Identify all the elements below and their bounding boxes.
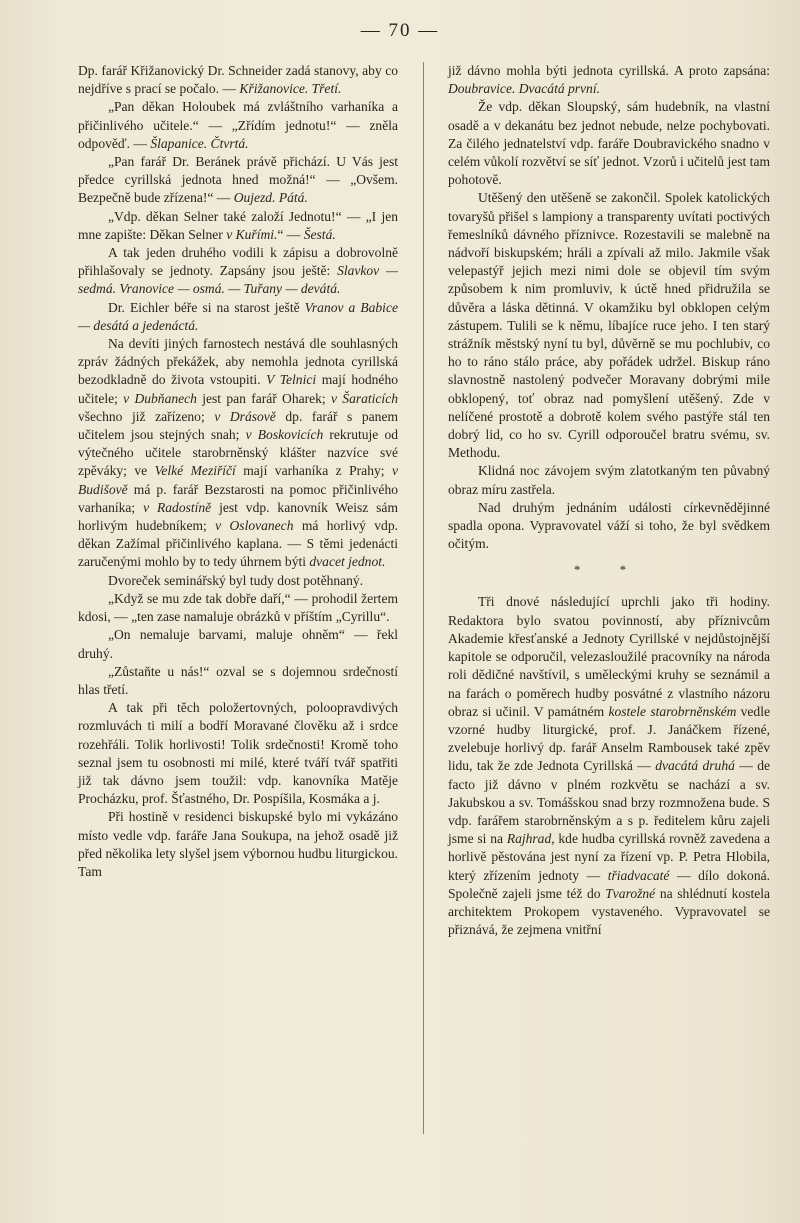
italic-text: V Telnici xyxy=(266,372,317,388)
text-run: má horlivý vdp. děkan Zažímal přičinlivého kaplana. — S těmi jedenácti zaručenými mohlo by to tedy úhrnem býti xyxy=(78,518,398,570)
text-run: “ — xyxy=(277,226,304,242)
italic-text: v Budišově xyxy=(78,463,398,497)
italic-text: Doubravice. Dvacátá první. xyxy=(448,81,600,97)
italic-text: Šlapanice. Čtvrtá. xyxy=(150,135,249,151)
paragraph xyxy=(78,208,398,244)
left-column xyxy=(78,62,398,881)
column-divider xyxy=(423,62,424,1134)
text-run: — de facto již dávno v plném rozkvětu se nachází a sv. Jakubskou a sv. Tomášskou snad brzy rozmnožena bude. S vdp. farářem starobrněnským a s p. ředitelem kůru zajeli jsme si na xyxy=(448,758,771,847)
paragraph xyxy=(78,572,398,590)
text-run: Že vdp. děkan Sloupský, sám hudebník, na vlastní osadě a v dekanátu bez jednot nebude, nelze pochybovati. Za čilého jednatelství vdp. faráře Doubravického snadno v celém vůkolí rozvětví se síť jednot. Vzorů i učitelů jest tam pohotově. xyxy=(448,99,770,188)
italic-text: v Radostíně xyxy=(143,499,212,515)
paragraph xyxy=(78,98,398,153)
italic-text: v Šaraticích xyxy=(330,390,398,406)
text-run: A tak jeden druhého vodili k zápisu a dobrovolně přihlašovaly se jednoty. Zapsány jsou ještě: xyxy=(78,245,398,279)
italic-text: v Drásově xyxy=(214,408,276,424)
paragraph xyxy=(448,499,770,554)
paragraph xyxy=(448,98,770,189)
paragraph xyxy=(78,335,398,572)
italic-text: Rajhrad, xyxy=(506,831,555,847)
text-run: mají hodného učitele; xyxy=(78,372,398,406)
italic-text: dvacet jednot. xyxy=(309,554,386,570)
italic-text: Šestá. xyxy=(303,226,336,242)
italic-text: kostele starobrněnském xyxy=(608,703,737,719)
paragraph xyxy=(78,590,398,626)
text-run: Dr. Eichler béře si na starost ještě xyxy=(108,299,305,315)
text-run: již dávno mohla býti jednota cyrillská. A proto zapsána: xyxy=(448,63,770,78)
text-run: „On nemaluje barvami, maluje ohněm“ — řekl druhý. xyxy=(78,627,398,661)
separator-stars: * * xyxy=(573,562,645,578)
text-run: „Zůstaňte u nás!“ ozval se s dojemnou srdečností hlas třetí. xyxy=(78,663,398,697)
text-run: Při hostině v residenci biskupské bylo mi vykázáno místo vedle vdp. faráře Jana Soukupa, na jehož osadě již před několika lety slyšel jsem výbornou hudbu liturgickou. Tam xyxy=(78,809,398,879)
paragraph xyxy=(448,62,770,98)
text-run: vedle vzorné hudby liturgické, prof. J. Janáčkem řízené, zvelebuje horlivý dp. farář Anselm Rambousek také zpěv lidu, tak že zde Jednota Cyrillská — xyxy=(448,703,770,774)
paragraph xyxy=(78,663,398,699)
paragraph xyxy=(78,626,398,662)
text-run: „Pan děkan Holoubek má zvláštního varhaníka a přičinlivého učitele.“ — „Zřídím jednotu!“ — zněla odpověď. — xyxy=(78,99,398,151)
italic-text: v Oslovanech xyxy=(215,518,294,534)
italic-text: Velké Meziříčí xyxy=(154,463,236,479)
text-run: kde hudba cyrillská rovněž zavedena a horlivě pěstována jest nyní za řízení vp. P. Petra Hlobila, který zřízením jednoty — xyxy=(448,831,770,883)
paragraph xyxy=(78,62,398,98)
text-run: „Vdp. děkan Selner také založí Jednotu!“ — „I jen mne zapište: Děkan Selner xyxy=(78,208,398,242)
paragraph xyxy=(448,189,770,462)
italic-text: Tvarožné xyxy=(605,885,656,901)
text-run: Tři dnové následující uprchli jako tři hodiny. Redaktora bylo svatou povinností, aby příznivcům Akademie křesťanské a Jednoty Cyrillské v nejdůstojnější kapitole se odporučil, velezasloužilé pracovníky na národa roli dědičné navštívil, s uměleckými kruhy se seznámil a na farách o poměrech hudby posvátné z vlastního názoru obraz si učinil. V památném xyxy=(448,594,770,719)
text-run: jest vdp. kanovník Weisz sám horlivým hudebníkem; xyxy=(78,499,398,534)
text-run: všechno již zařízeno; xyxy=(78,408,215,424)
text-run: Dp. farář Křižanovický Dr. Schneider zadá stanovy, aby co nejdříve s prací se počalo. — xyxy=(78,63,398,97)
text-run: dp. farář s panem učitelem jsou stejných snah; xyxy=(78,408,398,443)
paragraph xyxy=(78,153,398,208)
paragraph xyxy=(448,462,770,498)
italic-text: v Kuřími. xyxy=(226,226,278,242)
right-column-bottom xyxy=(448,593,770,939)
italic-text: třiadvacaté xyxy=(607,867,670,883)
text-run: Utěšený den utěšeně se zakončil. Spolek katolických tovaryšů přišel s lampiony a transparenty uvítati poctivých řemeslníků dávného příznivce. Rozestavili se malebně na nádvoří biskupském; hráli a zpívali až milo. Jakmile však velepastýř jejich mezi nimi dole se objevil tím svým způsobem k nim promluviv, k úctě hned přidružila se důvěra a láska dětinná. V okamžiku byl obklopen celým zástupem. Tulili se k němu, líbajíce ruce jeho. I ten starý strážník městský nyní tu byl, důvěrně se mu pochlubiv, co ho to ráno stálo práce, aby pořádek udržel. Biskup ráno slavnostně nastolený podvečer Moravany dobrými mile obklopený, toť obraz nad pomyšlení utěšený. Zde v nelíčené prostotě a dobrotě kolem svého pastýře stál ten dobrý lid, co ho sv. Cyrill odporoučel bratru svému, sv. Methodu. xyxy=(448,190,770,461)
paragraph xyxy=(448,593,770,939)
text-run: mají varhaníka z Prahy; xyxy=(235,463,392,479)
italic-text: Křižanovice. Třetí. xyxy=(239,81,342,97)
text-run: rekrutuje od výtečného učitele starobrněnský klášter nazvíce své zpěváky; ve xyxy=(78,427,398,479)
text-run: Nad druhým jednáním události církevnědějinné spadla opona. Vypravovatel váží si toho, že byl svědkem očitým. xyxy=(448,499,770,552)
right-column xyxy=(448,62,770,939)
paragraph xyxy=(78,699,398,808)
italic-text: Oujezd. Pátá. xyxy=(233,190,308,206)
text-run: Na devíti jiných farnostech nestává dle souhlasných zpráv žádných překážek, aby nemohla jednota cyrillská bezodkladně do života vstoupiti. xyxy=(78,336,398,388)
text-run: Klidná noc závojem svým zlatotkaným ten půvabný obraz míru zastřela. xyxy=(448,463,770,497)
text-run: má p. farář Bezstarosti na pomoc přičinlivého varhaníka; xyxy=(78,481,398,515)
italic-text: v Boskovicích xyxy=(245,427,324,443)
italic-text: dvacátá druhá xyxy=(655,758,735,774)
paragraph xyxy=(78,244,398,299)
right-column-top xyxy=(448,62,770,553)
italic-text: v Dubňanech xyxy=(123,390,197,406)
paragraph xyxy=(78,299,398,335)
text-run: — dílo dokoná. Společně zajeli jsme též do xyxy=(448,867,770,901)
text-run: Dvoreček seminářský byl tudy dost potěhnaný. xyxy=(108,572,364,588)
text-run: „Pan farář Dr. Beránek právě přichází. U Vás jest předce cyrillská jednota hned možná!“ — „Ovšem. Bezpečně bude zřízena!“ — xyxy=(78,154,398,206)
text-run: A tak při těch položertovných, poloopravdivých rozmluvách ti milí a bodří Moravané člověku až i srdce rozehřáli. Tolik horlivosti! Tolik srdečnosti! Kromě toho seznal jsem tu osobnosti mi milé, které tváří tvář spatřiti již tak dávno jsem toužil: vdp. kanovníka Matěje Procházku, prof. Šťastného, Dr. Pospíšila, Kosmáka a j. xyxy=(78,700,398,807)
italic-text: Slavkov — sedmá. Vranovice — osmá. — Tuřany — devátá. xyxy=(78,263,398,297)
text-run: jest pan farář Oharek; xyxy=(196,390,331,406)
text-run: „Když se mu zde tak dobře daří,“ — prohodil žertem kdosi, — „ten zase namaluje obrázků v příštím „Cyrillu“. xyxy=(78,590,398,625)
paragraph xyxy=(78,808,398,881)
italic-text: Vranov a Babice — desátá a jedenáctá. xyxy=(78,299,398,333)
page-number: — 70 — xyxy=(360,20,440,41)
text-run: na shlédnutí kostela architektem Prokopem vystaveného. Vypravovatel se přiznává, že zejmena vnitřní xyxy=(448,885,770,938)
section-separator xyxy=(448,563,770,577)
